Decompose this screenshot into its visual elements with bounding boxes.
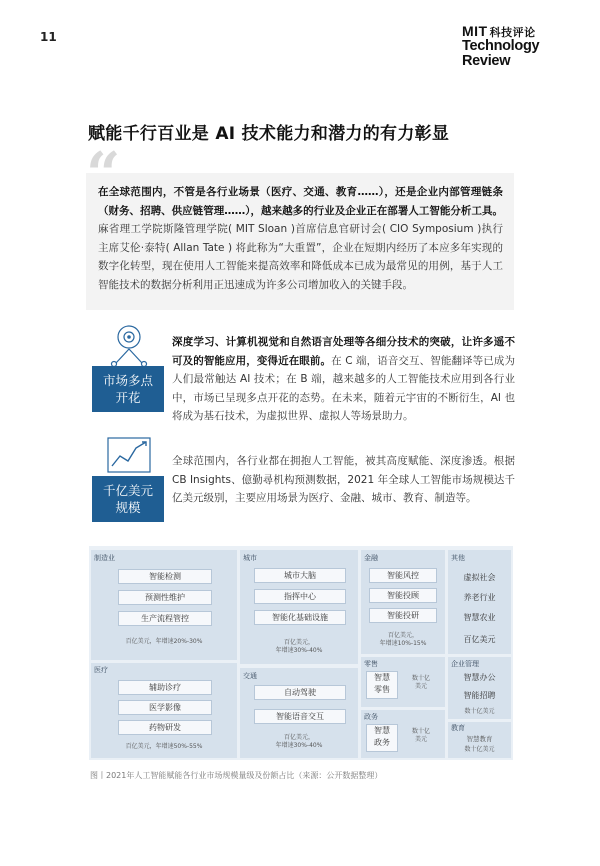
- industry-market-figure: [89, 546, 513, 760]
- note-finance-2: 年增速10%-15%: [379, 640, 427, 647]
- panel-title-manufacturing: 制造业: [94, 554, 115, 562]
- note-retail-1: 数十亿: [411, 675, 430, 682]
- quote-text: [98, 183, 503, 294]
- network-nodes-icon: [108, 323, 150, 367]
- panel-title-other: 其他: [451, 554, 465, 562]
- panel-enterprise: [448, 657, 511, 719]
- section2-text: 全球范围内，各行业都在拥抱人工智能，被其高度赋能、深度渗透。根据 CB Insights、億勤尋机构预测数据，2021 年全球人工智能市场规模达千亿美元级别，主要应用场景为医疗、金融、城市、教育、制造等。: [172, 455, 515, 504]
- item-smart-agriculture: 智慧农业: [463, 613, 496, 622]
- note-finance-1: 百亿美元，: [387, 632, 418, 639]
- item-smart-government: [366, 724, 398, 752]
- item-predictive-maintenance: 预测性维护: [118, 590, 212, 605]
- panel-title-finance: 金融: [364, 554, 378, 562]
- panel-title-education: 教育: [451, 724, 465, 732]
- item-smart-infrastructure: 智能化基础设施: [254, 610, 346, 625]
- logo-cn: 科技评论: [489, 27, 536, 39]
- item-drug-research: 药物研发: [118, 720, 212, 735]
- item-smart-research: 智能投研: [369, 608, 437, 623]
- gov-line2: 政务: [374, 738, 390, 747]
- item-smart-risk: 智能风控: [369, 568, 437, 583]
- panel-retail: [361, 657, 445, 707]
- note-enterprise: 数十亿美元: [464, 708, 495, 715]
- tag2-line2: 规模: [115, 500, 141, 515]
- panel-city: [240, 550, 358, 664]
- tag1-line2: 开花: [115, 390, 141, 405]
- item-production-control: 生产流程管控: [118, 611, 212, 626]
- retail-line1: 智慧: [374, 673, 390, 682]
- item-smart-inspection: 智能检测: [118, 569, 212, 584]
- item-assisted-diagnosis: 辅助诊疗: [118, 680, 212, 695]
- item-voice-interaction: 智能语音交互: [254, 709, 346, 724]
- section-heading: 赋能千行百业是 AI 技术能力和潜力的有力彰显: [88, 124, 450, 144]
- panel-transport: [240, 668, 358, 758]
- note-manufacturing: 百亿美元，年增速20%-30%: [125, 638, 203, 645]
- note-city-2: 年增速30%-40%: [275, 647, 323, 654]
- panel-title-medical: 医疗: [94, 666, 108, 674]
- note-retail-2: 美元: [414, 683, 427, 690]
- quote-mark-icon: “: [86, 140, 121, 210]
- logo-technology: Technology: [462, 38, 540, 54]
- page-number: 11: [40, 30, 57, 44]
- note-other: 百亿美元: [463, 635, 496, 644]
- note-city-1: 百亿美元，: [283, 639, 314, 646]
- figure-caption: 图丨2021年人工智能赋能各行业市场规模量级及份额占比（来源：公开数据整理）: [90, 771, 383, 780]
- panel-title-transport: 交通: [243, 672, 257, 680]
- note-medical: 百亿美元，年增速50%-55%: [125, 743, 203, 750]
- tag2-line1: 千亿美元: [102, 483, 153, 498]
- tag-market-blooming: [92, 366, 164, 412]
- panel-title-enterprise: 企业管理: [451, 660, 479, 668]
- item-virtual-society: 虚拟社会: [463, 573, 496, 582]
- quote-rest: 麻省理工学院斯隆管理学院( MIT Sloan )首席信息官研讨会( CIO Symposium )执行主席艾伦·泰特( Allan Tate ) 将此称为“大重置”，企业在短期内经历了本应多年实现的数字化转型，现在使用人工智能来提高效率和降低成本已成为最常见的用例，基于人工智能技术的数据分析利用正迅速成为许多公司增加收入的关键手段。: [98, 223, 503, 291]
- panel-education: [448, 722, 511, 758]
- note-gov-2: 美元: [414, 736, 427, 743]
- tag1-line1: 市场多点: [102, 373, 153, 388]
- note-education: 数十亿美元: [464, 746, 495, 753]
- panel-title-government: 政务: [364, 713, 378, 721]
- panel-title-city: 城市: [243, 554, 257, 562]
- logo-mit: MIT: [462, 23, 488, 39]
- item-elderly-care: 养老行业: [463, 593, 496, 602]
- section1-rest: 在 C 端，语音交互、智能翻译等已成为人们最常触达 AI 技术；在 B 端，越来越多的人工智能技术应用到各行业中，市场已呈现多点开花的态势。在未来，随着元宇宙的不断衍生，AI 也将成为基石技术，为虚拟世界、虚拟人等场景助力。: [172, 354, 515, 422]
- item-smart-recruiting: 智能招聘: [463, 691, 496, 700]
- line-chart-icon: [106, 436, 152, 476]
- note-transport-2: 年增速30%-40%: [275, 742, 323, 749]
- panel-government: [361, 710, 445, 758]
- item-autonomous-driving: 自动驾驶: [254, 685, 346, 700]
- logo-review: Review: [462, 52, 511, 69]
- retail-line2: 零售: [374, 685, 390, 694]
- item-command-center: 指挥中心: [254, 589, 346, 604]
- panel-finance: [361, 550, 445, 654]
- panel-other: [448, 550, 511, 654]
- panel-medical: [91, 663, 237, 758]
- item-medical-imaging: 医学影像: [118, 700, 212, 715]
- section1-text: [172, 333, 515, 426]
- item-city-brain: 城市大脑: [254, 568, 346, 583]
- item-robo-advisor: 智能投顾: [369, 588, 437, 603]
- note-gov-1: 数十亿: [411, 728, 430, 735]
- item-smart-education: 智慧教育: [466, 735, 493, 743]
- panel-title-retail: 零售: [364, 660, 378, 668]
- gov-line1: 智慧: [374, 726, 390, 735]
- tag-hundred-billion: [92, 476, 164, 522]
- section1-bold: 深度学习、计算机视觉和自然语言处理等各细分技术的突破，让许多遥不可及的智能应用，变得近在眼前。: [172, 336, 515, 367]
- mit-technology-review-logo: [462, 24, 572, 68]
- quote-bold: 在全球范围内，不管是各行业场景（医疗、交通、教育……），还是企业内部管理链条（财务、招聘、供应链管理……），越来越多的行业及企业正在部署人工智能分析工具。: [98, 186, 503, 217]
- panel-manufacturing: [91, 550, 237, 660]
- item-smart-retail: [366, 671, 398, 699]
- note-transport-1: 百亿美元，: [283, 734, 314, 741]
- item-smart-office: 智慧办公: [463, 673, 496, 682]
